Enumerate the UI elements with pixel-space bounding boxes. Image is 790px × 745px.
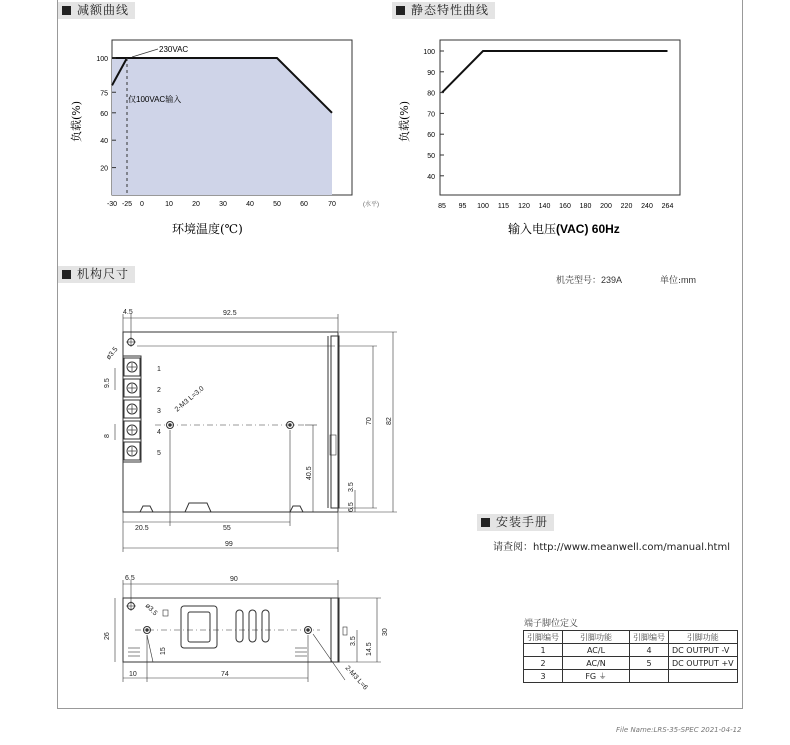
annotation-100vac: 仅100VAC输入 bbox=[128, 95, 182, 104]
footer-filename: File Name:LRS-35-SPEC 2021-04-12 bbox=[616, 726, 742, 734]
terminal-1: 1 bbox=[157, 366, 161, 373]
terminal-3: 3 bbox=[157, 408, 161, 415]
x-tick-label: 264 bbox=[661, 203, 674, 210]
dim-40-5: 40.5 bbox=[306, 466, 313, 480]
dim-30: 30 bbox=[382, 628, 389, 636]
dim-4-5: 4.5 bbox=[123, 309, 133, 316]
x-tick-label: 70 bbox=[328, 201, 336, 208]
side-view bbox=[115, 580, 381, 682]
x-tick-label: 140 bbox=[538, 203, 551, 210]
manual-link-line[interactable]: 请查阅：http://www.meanwell.com/manual.html bbox=[493, 542, 730, 553]
dim-74: 74 bbox=[221, 671, 229, 678]
x-tick-label: 30 bbox=[219, 201, 227, 208]
dim-82: 82 bbox=[386, 417, 393, 425]
y-tick-label: 60 bbox=[100, 110, 108, 118]
case-number: 机壳型号：239A bbox=[556, 275, 623, 286]
unit-label: 单位:mm bbox=[660, 275, 697, 286]
section-derating: 减额曲线 bbox=[58, 2, 135, 19]
dim-26: 26 bbox=[104, 632, 111, 640]
label-phi3-5-top: ø3.5 bbox=[105, 346, 120, 362]
x-tick-label: 85 bbox=[438, 203, 446, 210]
annotation-230vac: 230VAC bbox=[159, 45, 189, 54]
label-m3-l3: 2-M3 L=3.0 bbox=[173, 385, 206, 414]
x-tick-label: 200 bbox=[600, 203, 612, 210]
x-tick-label: -30 bbox=[106, 201, 118, 208]
x-tick-label: 20 bbox=[192, 201, 200, 208]
dim-8: 8 bbox=[104, 434, 111, 438]
x-tick-label: 120 bbox=[518, 203, 530, 210]
table-row: 3 FG ⏚ bbox=[524, 670, 738, 683]
x-tick-label: -25 bbox=[121, 201, 133, 208]
y-tick-label: 80 bbox=[427, 90, 435, 98]
x-tick-label: 40 bbox=[246, 201, 254, 208]
table-row: 1 AC/L 4 DC OUTPUT -V bbox=[524, 644, 738, 657]
dim-90: 90 bbox=[230, 576, 238, 583]
mechanical-drawing bbox=[95, 300, 415, 720]
pin-table bbox=[523, 630, 738, 683]
y-tick-label: 50 bbox=[427, 153, 435, 160]
pin-table-header: 引脚编号 引脚功能 引脚编号 引脚功能 bbox=[524, 631, 738, 644]
y-tick-label: 90 bbox=[427, 69, 435, 77]
static-y-ticks bbox=[423, 49, 444, 181]
x-tick-label: 160 bbox=[559, 203, 571, 210]
y-tick-label: 20 bbox=[100, 165, 108, 173]
derating-x-unit: (水平) bbox=[363, 202, 379, 208]
dim-15: 15 bbox=[160, 647, 167, 655]
dim-3-5: 3.5 bbox=[348, 482, 355, 492]
bullet-square-icon bbox=[396, 6, 405, 15]
bullet-square-icon bbox=[481, 518, 490, 527]
table-row: 2 AC/N 5 DC OUTPUT +V bbox=[524, 657, 738, 670]
dim-70: 70 bbox=[366, 417, 373, 425]
terminal-4: 4 bbox=[157, 429, 161, 436]
x-tick-label: 50 bbox=[273, 201, 281, 208]
derating-y-label: 负载(%) bbox=[70, 100, 83, 142]
y-tick-label: 100 bbox=[423, 49, 435, 56]
terminal-5: 5 bbox=[157, 450, 161, 457]
derating-chart bbox=[60, 30, 380, 240]
x-tick-label: 0 bbox=[140, 201, 144, 208]
derating-x-ticks bbox=[107, 201, 336, 208]
bullet-square-icon bbox=[62, 6, 71, 15]
y-tick-label: 70 bbox=[427, 111, 435, 119]
terminal-2: 2 bbox=[157, 387, 161, 394]
dim-6-5-side: 6.5 bbox=[125, 575, 135, 582]
section-mechanical: 机构尺寸 bbox=[58, 266, 135, 283]
section-static: 静态特性曲线 bbox=[392, 2, 495, 19]
label-phi3-5-side: ø3.5 bbox=[143, 602, 159, 618]
dim-9-5: 9.5 bbox=[104, 378, 111, 388]
x-tick-label: 10 bbox=[165, 201, 173, 208]
dim-14-5: 14.5 bbox=[366, 642, 373, 656]
derating-x-label: 环境温度(℃) bbox=[172, 222, 243, 236]
y-tick-label: 40 bbox=[427, 173, 435, 181]
manual-url: http://www.meanwell.com/manual.html bbox=[533, 542, 730, 553]
x-tick-label: 220 bbox=[620, 203, 633, 210]
x-tick-label: 180 bbox=[579, 203, 592, 210]
static-curve bbox=[442, 51, 668, 93]
dim-6-5: 6.5 bbox=[348, 502, 355, 512]
x-tick-label: 115 bbox=[497, 203, 510, 210]
dim-10: 10 bbox=[129, 671, 137, 678]
y-tick-label: 75 bbox=[100, 90, 108, 98]
x-tick-label: 100 bbox=[477, 203, 489, 210]
dim-99: 99 bbox=[225, 541, 233, 548]
x-tick-label: 240 bbox=[641, 203, 653, 210]
dim-55: 55 bbox=[223, 525, 231, 532]
label-m3-l6: 2-M3 L=6 bbox=[343, 664, 369, 692]
static-x-ticks bbox=[438, 203, 673, 210]
static-chart bbox=[392, 30, 692, 240]
bullet-square-icon bbox=[62, 270, 71, 279]
section-manual: 安装手册 bbox=[477, 514, 554, 531]
x-tick-label: 60 bbox=[300, 201, 308, 208]
y-tick-label: 60 bbox=[427, 132, 435, 140]
y-tick-label: 40 bbox=[100, 138, 108, 146]
dim-20-5: 20.5 bbox=[135, 525, 149, 532]
static-y-label: 负载(%) bbox=[398, 100, 411, 142]
x-tick-label: 95 bbox=[458, 203, 467, 210]
y-tick-label: 100 bbox=[96, 56, 108, 63]
pin-table-title: 端子脚位定义 bbox=[524, 619, 579, 629]
dim-92-5: 92.5 bbox=[223, 310, 237, 317]
dim-3-5-side: 3.5 bbox=[350, 636, 357, 646]
static-x-label: 输入电压(VAC) 60Hz bbox=[508, 222, 620, 236]
